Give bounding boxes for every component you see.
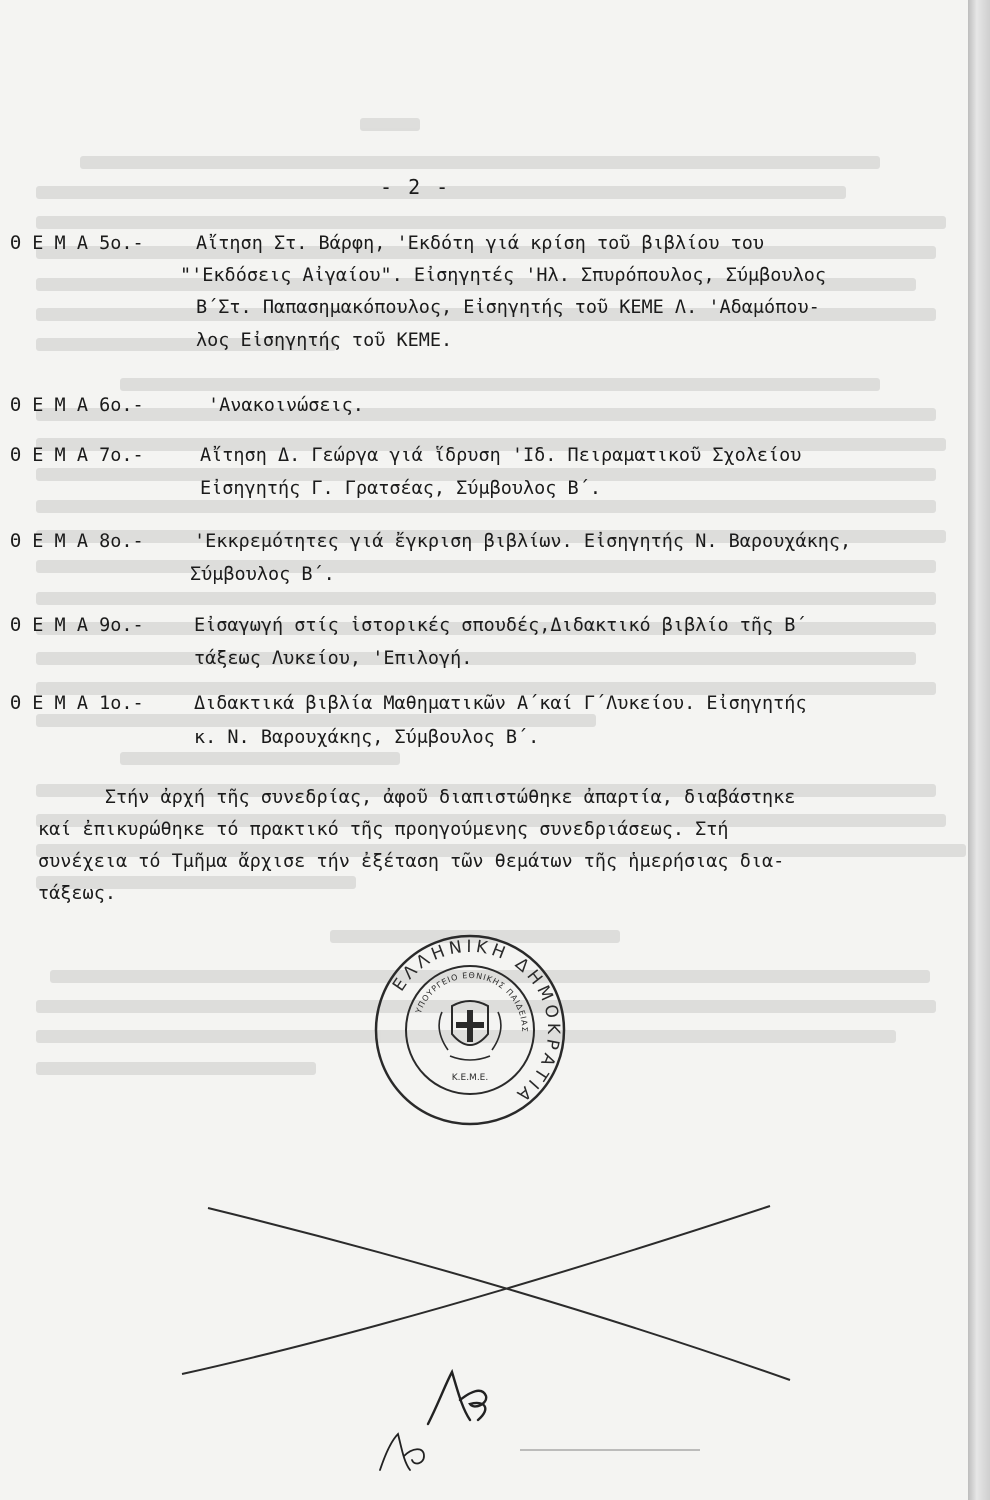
topic-label: Θ Ε Μ Α 6ο.- (10, 395, 144, 416)
stamp-inner-text: ΥΠΟΥΡΓΕΙΟ ΕΘΝΙΚΗΣ ΠΑΙΔΕΙΑΣ (413, 970, 530, 1033)
topic-label: Θ Ε Μ Α 1ο.- (10, 693, 144, 714)
topic-line: τάξεως Λυκείου, 'Επιλογή. (194, 648, 473, 669)
signature-bottom (0, 0, 424, 1470)
topic-label: Θ Ε Μ Α 8ο.- (10, 531, 144, 552)
topic-line: Β΄Στ. Παπασημακόπουλος, Εἰσηγητής τοῦ ΚΕΜΕ Λ. 'Αδαμόπου- (196, 297, 820, 318)
paragraph-line: τάξεως. (38, 883, 116, 904)
page-edge (968, 0, 990, 1500)
topic-line: Εἰσηγητής Γ. Γρατσέας, Σύμβουλος Β΄. (200, 478, 601, 499)
topic-line: 'Ανακοινώσεις. (208, 395, 364, 416)
paragraph-line: Στήν ἀρχή τῆς συνεδρίας, ἀφοῦ διαπιστώθηκε ἀπαρτία, διαβάστηκε (38, 787, 796, 808)
topic-label: Θ Ε Μ Α 5ο.- (10, 233, 144, 254)
topic-label: Θ Ε Μ Α 9ο.- (10, 615, 144, 636)
signature-top (0, 0, 489, 1424)
stamp-bottom-text: Κ.Ε.Μ.Ε. (451, 1073, 489, 1083)
stamp-outer-text: ΕΛΛΗΝΙΚΗ ΔΗΜΟΚΡΑΤΙΑ (388, 936, 564, 1108)
topic-label: Θ Ε Μ Α 7ο.- (10, 445, 144, 466)
topic-line: λος Εἰσηγητής τοῦ ΚΕΜΕ. (196, 330, 453, 351)
topic-line: Αἴτηση Στ. Βάρφη, 'Εκδότη γιά κρίση τοῦ βιβλίου του (196, 233, 765, 254)
topic-line: Σύμβουλος Β΄. (190, 564, 335, 585)
topic-line: "'Εκδόσεις Αἰγαίου". Εἰσηγητές 'Ηλ. Σπυρόπουλος, Σύμβουλος (180, 265, 827, 286)
topic-line: 'Εκκρεμότητες γιά ἔγκριση βιβλίων. Εἰσηγητής Ν. Βαρουχάκης, (194, 531, 852, 552)
topic-line: κ. Ν. Βαρουχάκης, Σύμβουλος Β΄. (194, 727, 540, 748)
paragraph-line: συνέχεια τό Τμῆμα ἄρχισε τήν ἐξέταση τῶν θεμάτων τῆς ἡμερήσιας δια- (38, 851, 785, 872)
page-number: - 2 - (380, 175, 451, 199)
paragraph-line: καί ἐπικυρώθηκε τό πρακτικό τῆς προηγούμενης συνεδριάσεως. Στή (38, 819, 729, 840)
topic-line: Αἴτηση Δ. Γεώργα γιά ἵδρυση 'Ιδ. Πειραματικοῦ Σχολείου (200, 445, 802, 466)
topic-line: Διδακτικά βιβλία Μαθηματικῶν Α΄καί Γ΄Λυκείου. Εἰσηγητής (194, 693, 807, 714)
topic-line: Εἰσαγωγή στίς ἱστορικές σπουδές,Διδακτικό βιβλίο τῆς Β΄ (194, 615, 807, 636)
